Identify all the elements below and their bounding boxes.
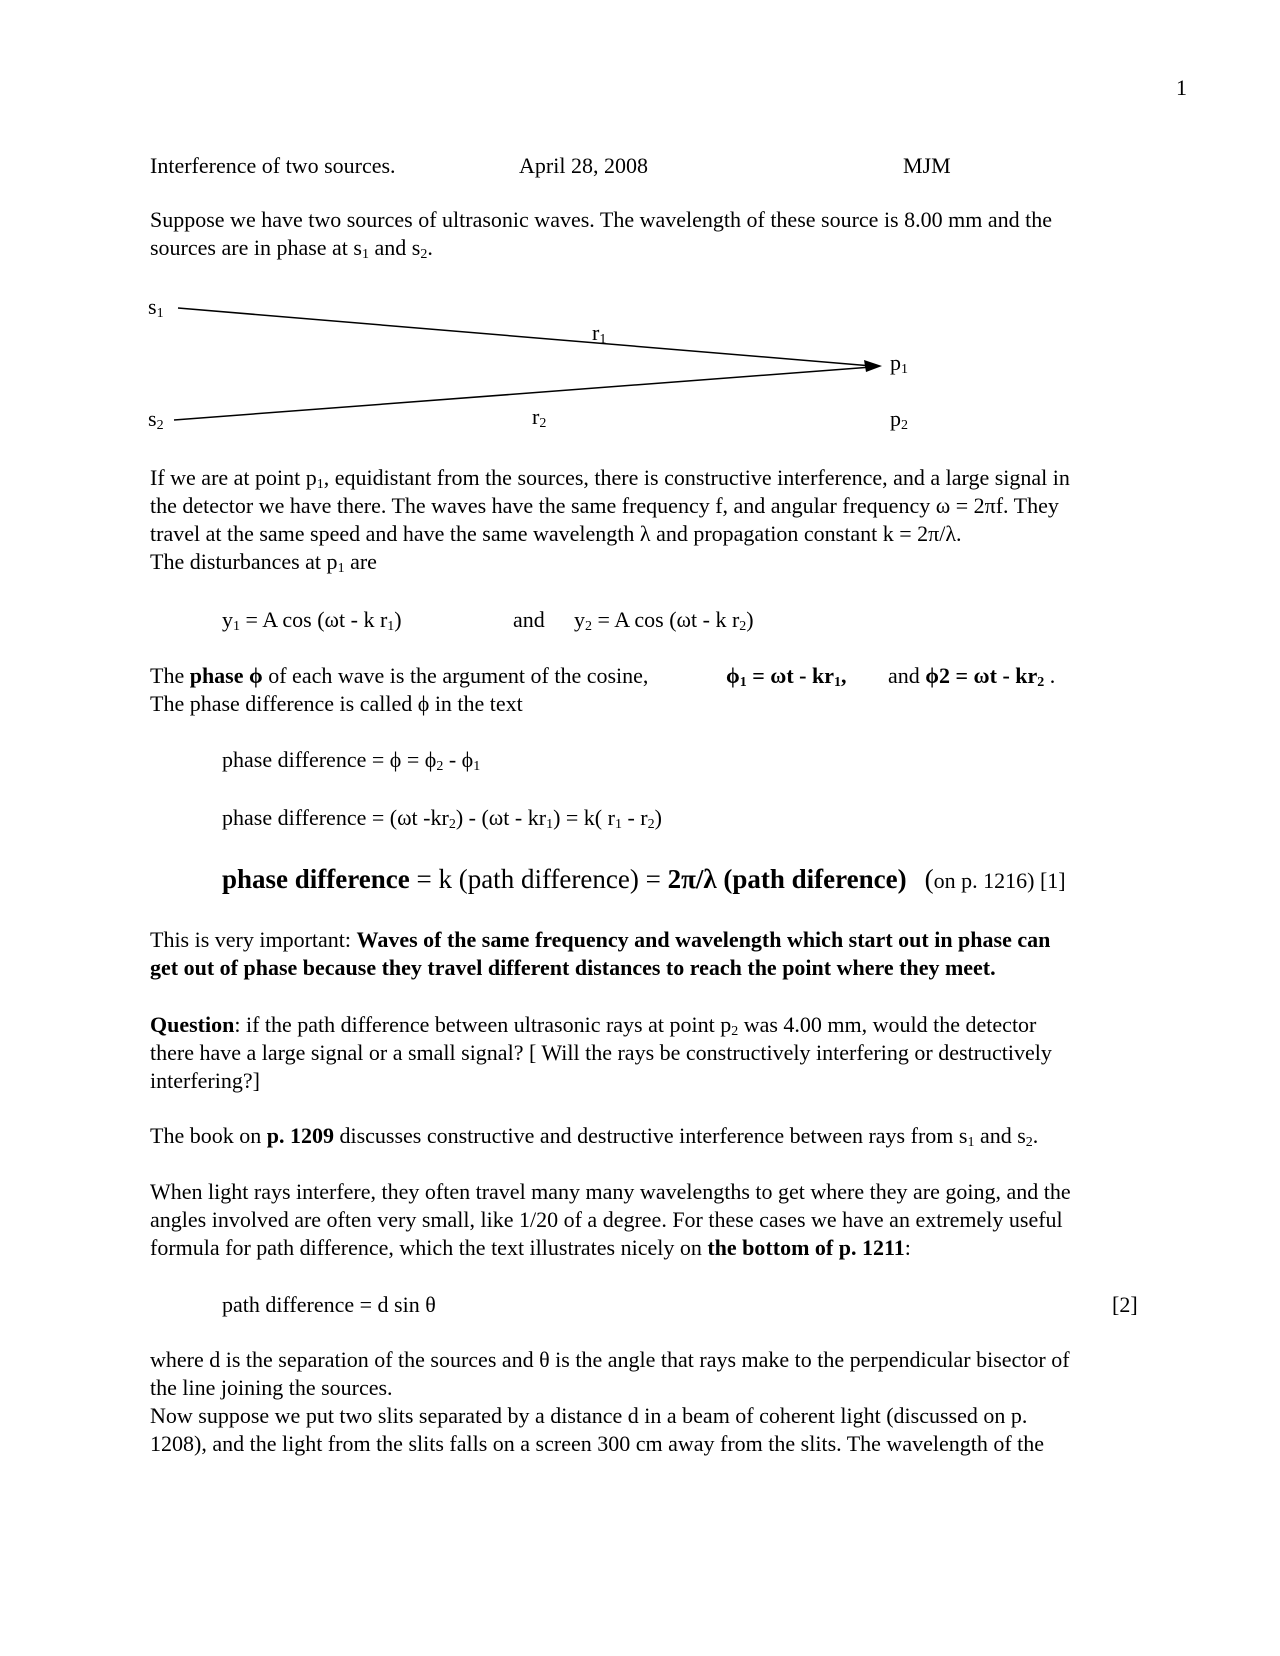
where-line-4: 1208), and the light from the slits falls on a screen 300 cm away from the slits. The wavelength of the [150, 1431, 1045, 1456]
where-line-3: Now suppose we put two slits separated by a distance d in a beam of coherent light (discussed on p. [150, 1403, 1028, 1428]
phase-phi1: $\phi_1 = \omega t - kr_1$, [726, 663, 847, 690]
equation-y2: $y_2 = A$ cos (ωt - k $r_2$) [574, 607, 754, 634]
question-line-3: interfering?] [150, 1068, 260, 1093]
intro-line-1: Suppose we have two sources of ultrasonic waves. The wavelength of these source is 8.00 mm and the [150, 207, 1052, 232]
equation-phase-diff-3: phase difference = k (path difference) = 2π/λ (path diference) (on p. 1216) [1] [222, 864, 1066, 894]
ray-r2-line [174, 367, 872, 420]
arrowhead-icon [864, 360, 882, 372]
equation-phase-diff-2: phase difference = (ωt $-kr_2) - (\omega t - kr_1) = k$( $r_1 - r_2$) [222, 805, 662, 832]
where-paragraph [150, 1346, 1200, 1458]
p1-line-2: the detector we have there. The waves have the same frequency f, and angular frequency ω = 2πf. They [150, 493, 1059, 518]
where-line-2: the line joining the sources. [150, 1375, 393, 1400]
important-line-2: get out of phase because they travel different distances to reach the point where they meet. [150, 955, 996, 980]
light-line-3: formula for path difference, which the text illustrates nicely on the bottom of p. 1211: [150, 1235, 911, 1260]
label-r2: r2 [532, 404, 547, 431]
equation-y1: $y_1 = A$ cos (ωt - k $r_1$) [222, 607, 402, 634]
question-line-1: Question: if the path difference between ultrasonic rays at point $p_2$ was 4.00 mm, would the detector [150, 1012, 1037, 1039]
label-s1: s1 [148, 294, 164, 321]
label-p2: p2 [890, 406, 908, 433]
document-author: MJM [903, 153, 951, 178]
important-paragraph [150, 926, 1200, 982]
light-line-2: angles involved are often very small, like 1/20 of a degree. For these cases we have an extremely useful [150, 1207, 1063, 1232]
intro-line-2: sources are in phase at $s_1$ and $s_2$. [150, 235, 433, 262]
phase-line-1: The phase ϕ of each wave is the argument of the cosine, [150, 663, 649, 688]
equation-number-2: [2] [1112, 1292, 1138, 1317]
label-r1: r1 [592, 320, 607, 347]
label-s2: s2 [148, 406, 164, 433]
equation-path-difference: path difference = d sin θ [222, 1292, 436, 1317]
equation-and: and [513, 607, 545, 632]
p1-paragraph [150, 464, 1200, 576]
phase-line-2: The phase difference is called ϕ in the text [150, 691, 523, 716]
ray-r1-line [178, 308, 872, 366]
equation-phase-diff-1: phase difference = $\phi = \phi_2 - \phi_1$ [222, 747, 481, 774]
question-line-2: there have a large signal or a small signal? [ Will the rays be constructively interfering or destructively [150, 1040, 1052, 1065]
phase-phi2: and $\phi 2 = \omega t - kr_2$ . [888, 663, 1056, 690]
p1-line-3: travel at the same speed and have the same wavelength λ and propagation constant k = 2π/λ. [150, 521, 962, 546]
page-number: 1 [1176, 75, 1187, 100]
p1-line-1: If we are at point $p_1$, equidistant from the sources, there is constructive interference, and a large signal in [150, 465, 1070, 492]
book-paragraph [150, 1122, 1200, 1150]
intro-paragraph [150, 206, 1200, 262]
label-p1: p1 [890, 350, 908, 377]
important-line-1: This is very important: Waves of the same frequency and wavelength which start out in phase can [150, 927, 1051, 952]
light-paragraph [150, 1178, 1200, 1262]
light-line-1: When light rays interfere, they often travel many many wavelengths to get where they are going, and the [150, 1179, 1071, 1204]
document-title: Interference of two sources. [150, 153, 396, 178]
book-line: The book on p. 1209 discusses constructive and destructive interference between rays from $s_1$ and $s_2$. [150, 1123, 1039, 1150]
p1-line-4: The disturbances at $p_1$ are [150, 549, 377, 576]
document-date: April 28, 2008 [519, 153, 648, 178]
where-line-1: where d is the separation of the sources and θ is the angle that rays make to the perpendicular bisector of [150, 1347, 1070, 1372]
question-paragraph [150, 1011, 1200, 1095]
two-source-diagram [0, 290, 1280, 440]
